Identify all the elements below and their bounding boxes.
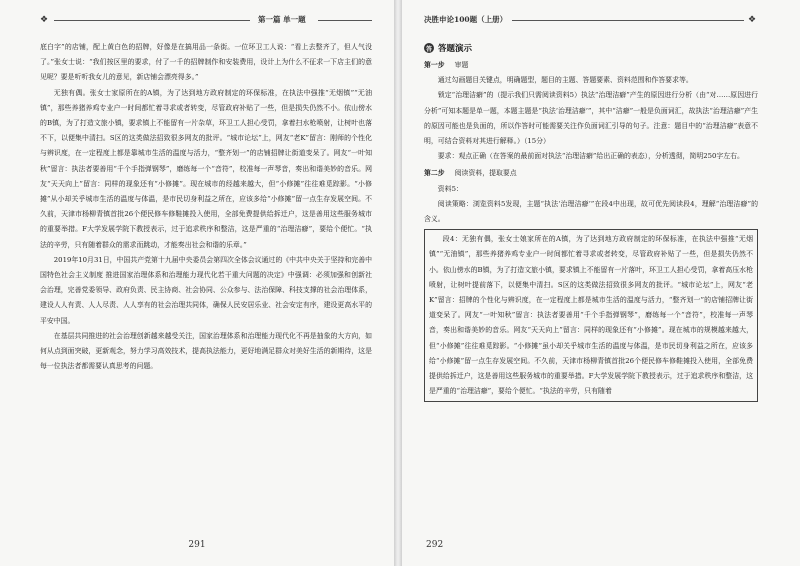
page-number: 292 [426,540,444,550]
paragraph: 2019年10月31日，中国共产党第十九届中央委员会第四次全体会议通过的《中共中央关于坚持和完善中国特色社会主义制度 推进国家治理体系和治理能力现代化若干重大问题的决定》中强调：必须加强和创新社会治理，完善党委领导、政府负责、民主协商、社会协同、公众参与、法治保障、科技支撑的社会治理体系，建设人人有责、人人尽责、人人享有的社会治理共同体，确保人民安居乐业、社会安定有序，建设更高水平的平安中国。 [40,255,372,325]
ornament-icon: ❖ [40,15,49,25]
paragraph: 要求：观点正确（在答案的最前面对执法“治理洁癖”给出正确的表态），分析透彻，简明250字左右。 [437,152,744,161]
section-heading [424,40,758,56]
step-heading [424,58,758,73]
paragraph: 通过勾画题目关键点，明确题型，题目的主题、答题要素、资料范围和作答要求等。 [437,76,693,85]
right-page-header [424,14,758,28]
left-header-title: 第一篇 单一题 [258,15,306,24]
reading-tip: 阅读策略：浏览资料5发现，主题“执法‘治理洁癖’”在段4中出现，故可优先阅读段4，理解“治理洁癖”的含义。 [424,199,758,224]
left-page-header [40,14,372,28]
page-number: 291 [188,540,206,550]
paragraph: 底白字”的店铺，配上黄白色的招牌，好像是在搞用品一条街。一位环卫工人说：“看上去整齐了，但人气没了。”张女士说：“我们按区里的要求，付了一千的招牌制作和安装费用，设计上为什么不征求一下店主们的意见呢？要是听听我女儿的意见，新店铺会漂亮得多。” [40,43,372,82]
material-excerpt: 段4：无独有偶，张女士娘家所在的A镇，为了达到地方政府制定的环保标准，在执法中强推“无烟镇”“无油镇”，那些养猪养鸡专业户一时间都忙着寻求或者转变，尽管政府补贴了一些，但是损失仍然不小。依山傍水的B镇，为了打造文旅小镇，要求镇上不能留有一片落叶，环卫工人担心受罚，拿着高压水枪喷射，让树叶提前落下，以便集中清扫。S区的这类做法招致很多网友的批评。“城市论坛”上，网友“老K”留言：招牌的个性化与辨识度，在一定程度上都是城市生活的温度与活力，“整齐划一”的店铺招牌让街道变呆了。网友“一叶知秋”留言：执法者要善用“千个手指弹钢琴”，磨练每一个“音符”，校准每一声琴音，奏出和谐美妙的音乐。网友“天天向上”留言：同样的现象还有“小修摊”。现在城市的规模越来越大，但“小修摊”往往难觅踪影。“小修摊”虽小却关乎城市生活的温度与体温，是市民切身利益之所在，应该多给“小修摊”留一点生存发展空间。不久前，天津市杨柳青镇首批26个便民修车修鞋摊投入使用，全部免费提供给拆迁户，这是善用这些服务城市的重要举措。F大学发展学院下教授表示，过于追求秩序和整洁，这是严重的“治理洁癖”，要给个便忙。“执法的辛劳，只有随着 [429,235,753,396]
section-title: 答题演示 [438,44,473,54]
header-rule [512,20,744,21]
right-page-body [424,40,758,402]
step-title: 阅读资料，提取要点 [454,169,517,178]
answer-badge-icon: 答 [424,43,434,53]
paragraph: 在基层共同推进的社会治理创新越来越受关注，国家治理体系和治理能力现代化不再是抽象的大方向，如何从点到面突破，更新观念，努力学习高效技术，提高执法能力，更好地满足群众对美好生活的新期待，这是每一位执法者都需要认真思考的问题。 [40,331,372,371]
material-label: 资料5： [437,184,463,193]
paragraph: 无独有偶。张女士家原所在的A镇，为了达到地方政府制定的环保标准，在执法中强推“无烟镇”“无油镇”，那些养猪养鸡专业户一时间都忙着寻求或者转变，尽管政府补贴了一些，但是损失仍然不小。依山傍水的B镇，为了打造文旅小镇，要求镇上不能留有一片杂草，环卫工人担心受罚，拿着扫水枪喷射，让树叶也落不下，以便集中清扫。S区的这类做法招致很多网友的批评。“城市论坛”上，网友“老K”留言：刚师的个性化与辨识度，在一定程度上都是靠城市生活的温度与活力，“整齐划一”的店铺招牌让街道变呆了。网友“一叶知秋”留言：执法者要善用“千个手指弹钢琴”，磨练每一个“音符”，校准每一声琴音，奏出和谐美妙的音乐。网友“天天向上”留言：同样的现象还有“小修摊”。现在城市的经越来越大，但“小修摊”往往难觅踪影。“小修摊”从小却关乎城市生活的温度与体温，是市民切身利益之所在，应该多给“小修摊”留一点生存发展空间。不久前，天津市杨柳青镇首批26个便民修车修鞋摊投入使用，全部免费提供给拆迁户，这是善用这些服务城市的重要举措。F大学发展学院下教授表示，过于追求秩序和整洁，这是严重的“治理洁癖”，要给个便忙。“执法的辛劳，只有随着群众的需求而跳动，才能奏出社会和谐的乐章。” [40,88,372,249]
paragraph: 锁定“治理洁癖”的（提示我们只需阅读资料5）执法“治理洁癖”产生的原因进行分析（由“对……原因进行分析”可知本题是单一题，本题主题是“执法‘治理洁癖’”，其中“洁癖”一般是负面词汇，故执法“治理洁癖”产生的原因可能也是负面的，所以作答时可能需要关注作负面词汇引导的句子。注意：题目中的“治理洁癖”表意不明，可结合资料对其进行解释。）（15分） [424,91,758,146]
book-gutter [394,0,402,566]
step-heading [424,166,758,181]
ornament-icon: ❖ [748,15,757,25]
right-header-title: 决胜申论100题（上册） [424,15,508,24]
step-label: 第二步 [424,169,445,178]
right-page [402,0,796,566]
step-title: 审题 [454,61,469,69]
header-rule [318,20,372,21]
material-excerpt-box [424,229,758,402]
step-label: 第一步 [424,61,445,69]
left-page [0,0,394,566]
header-rule [54,20,250,21]
left-page-body [40,40,372,374]
